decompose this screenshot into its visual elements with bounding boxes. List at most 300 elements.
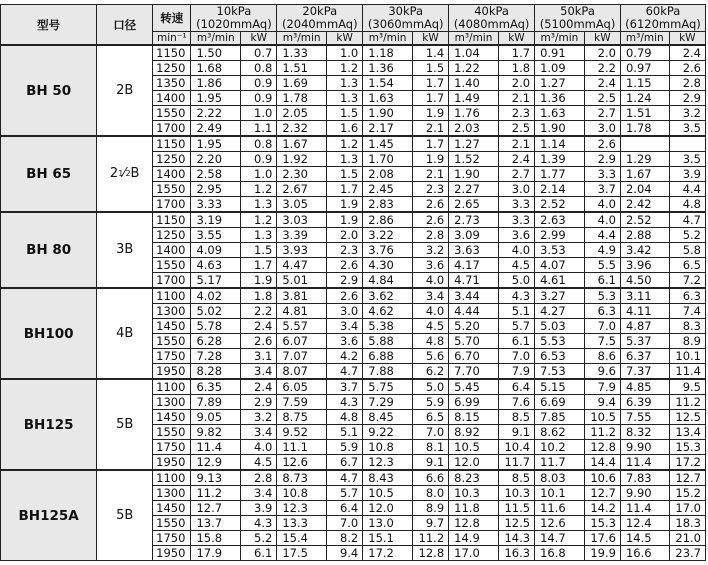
flow-cell: 4.87	[620, 319, 669, 334]
power-cell: 2.2	[241, 304, 277, 319]
flow-cell: 10.8	[277, 486, 327, 501]
flow-cell: 12.9	[191, 455, 241, 471]
flow-cell: 7.28	[191, 349, 241, 364]
power-cell: 1.8	[498, 61, 534, 76]
power-cell: 3.0	[327, 304, 363, 319]
flow-cell: 3.76	[363, 243, 413, 258]
flow-cell: 11.6	[535, 501, 585, 516]
flow-cell: 3.53	[535, 243, 585, 258]
rpm-cell: 1550	[153, 516, 191, 531]
flow-cell: 2.73	[449, 212, 499, 228]
model-cell: BH 80	[1, 212, 97, 288]
flow-cell: 5.15	[535, 379, 585, 395]
flow-cell: 2.17	[363, 121, 413, 137]
flow-cell: 3.63	[449, 243, 499, 258]
power-cell: 1.5	[412, 61, 448, 76]
power-cell: 2.6	[327, 288, 363, 304]
bore-cell: 5B	[97, 379, 153, 470]
rpm-cell: 1300	[153, 486, 191, 501]
power-cell: 5.6	[412, 349, 448, 364]
flow-cell: 16.8	[535, 546, 585, 561]
flow-cell: 1.27	[535, 76, 585, 91]
table-row	[1, 136, 706, 152]
table-row	[1, 470, 706, 486]
flow-cell: 1.90	[449, 167, 499, 182]
flow-cell: 1.24	[620, 91, 669, 106]
header-power-unit: kW	[498, 32, 534, 46]
power-cell: 8.3	[669, 319, 705, 334]
flow-cell: 17.0	[449, 546, 499, 561]
power-cell: 2.4	[241, 379, 277, 395]
flow-cell: 2.95	[191, 182, 241, 197]
power-cell: 3.0	[498, 182, 534, 197]
flow-cell: 3.09	[449, 228, 499, 243]
power-cell: 6.4	[327, 501, 363, 516]
power-cell: 1.5	[327, 167, 363, 182]
power-cell: 23.7	[669, 546, 705, 561]
flow-cell: 7.29	[363, 395, 413, 410]
power-cell: 2.9	[327, 273, 363, 289]
power-cell: 3.6	[412, 258, 448, 273]
power-cell: 7.6	[498, 395, 534, 410]
power-cell: 2.7	[498, 167, 534, 182]
power-cell: 2.8	[412, 228, 448, 243]
rpm-cell: 1300	[153, 304, 191, 319]
flow-cell: 1.45	[363, 136, 413, 152]
power-cell: 1.3	[327, 91, 363, 106]
power-cell: 4.8	[327, 410, 363, 425]
power-cell: 6.1	[241, 546, 277, 561]
flow-cell: 2.88	[620, 228, 669, 243]
flow-cell: 2.99	[535, 228, 585, 243]
flow-cell: 9.05	[191, 410, 241, 425]
table-header	[1, 5, 706, 46]
power-cell: 1.7	[498, 45, 534, 61]
power-cell: 1.7	[412, 91, 448, 106]
table-body	[1, 45, 706, 561]
flow-cell: 5.70	[449, 334, 499, 349]
rpm-cell: 1700	[153, 197, 191, 213]
flow-cell: 4.09	[191, 243, 241, 258]
power-cell: 3.3	[498, 197, 534, 213]
header-power-unit: kW	[241, 32, 277, 46]
flow-cell: 1.63	[535, 106, 585, 121]
flow-cell: 2.83	[363, 197, 413, 213]
rpm-cell: 1450	[153, 410, 191, 425]
flow-cell: 4.47	[277, 258, 327, 273]
flow-cell: 17.2	[363, 546, 413, 561]
power-cell: 10.1	[669, 349, 705, 364]
rpm-cell: 1550	[153, 258, 191, 273]
flow-cell: 1.51	[620, 106, 669, 121]
rpm-cell: 1550	[153, 425, 191, 440]
flow-cell: 5.78	[191, 319, 241, 334]
power-cell: 4.3	[498, 288, 534, 304]
power-cell: 1.5	[241, 243, 277, 258]
power-cell: 12.8	[412, 546, 448, 561]
power-cell: 3.4	[241, 486, 277, 501]
flow-cell: 11.8	[449, 501, 499, 516]
power-cell: 1.2	[241, 212, 277, 228]
flow-cell: 1.09	[535, 61, 585, 76]
power-cell: 1.5	[327, 106, 363, 121]
power-cell: 2.1	[412, 121, 448, 137]
power-cell: 1.0	[241, 106, 277, 121]
flow-cell: 11.1	[277, 440, 327, 455]
flow-cell: 4.62	[363, 304, 413, 319]
flow-cell	[620, 136, 669, 152]
flow-cell: 10.2	[535, 440, 585, 455]
flow-cell: 1.86	[191, 76, 241, 91]
rpm-cell: 1750	[153, 531, 191, 546]
flow-cell: 10.5	[449, 440, 499, 455]
flow-cell: 12.6	[535, 516, 585, 531]
power-cell: 3.4	[412, 288, 448, 304]
flow-cell: 11.2	[191, 486, 241, 501]
flow-cell: 8.32	[620, 425, 669, 440]
power-cell: 2.2	[584, 61, 620, 76]
flow-cell: 12.4	[620, 516, 669, 531]
flow-cell: 5.45	[449, 379, 499, 395]
power-cell: 2.9	[584, 152, 620, 167]
flow-cell: 11.4	[191, 440, 241, 455]
flow-cell: 5.75	[363, 379, 413, 395]
flow-cell: 1.36	[535, 91, 585, 106]
power-cell: 3.4	[241, 364, 277, 380]
flow-cell: 2.04	[620, 182, 669, 197]
rpm-cell: 1950	[153, 546, 191, 561]
power-cell: 4.5	[412, 319, 448, 334]
bore-cell: 3B	[97, 212, 153, 288]
flow-cell: 1.50	[191, 45, 241, 61]
flow-cell: 3.03	[277, 212, 327, 228]
flow-cell: 4.44	[449, 304, 499, 319]
flow-cell: 5.20	[449, 319, 499, 334]
flow-cell: 17.5	[277, 546, 327, 561]
power-cell: 6.6	[412, 470, 448, 486]
power-cell: 3.5	[669, 152, 705, 167]
flow-cell: 1.92	[277, 152, 327, 167]
power-cell: 7.0	[412, 425, 448, 440]
header-power-unit: kW	[669, 32, 705, 46]
rpm-cell: 1450	[153, 319, 191, 334]
flow-cell: 2.58	[191, 167, 241, 182]
flow-cell: 6.53	[535, 349, 585, 364]
flow-cell: 12.3	[277, 501, 327, 516]
power-cell: 14.3	[498, 531, 534, 546]
flow-cell: 2.22	[191, 106, 241, 121]
power-cell: 12.8	[584, 440, 620, 455]
power-cell: 4.0	[412, 304, 448, 319]
header-pressure-60: 60kPa (6120mmAq)	[620, 5, 705, 32]
flow-cell: 6.70	[449, 349, 499, 364]
flow-cell: 2.52	[620, 212, 669, 228]
rpm-cell: 1400	[153, 243, 191, 258]
power-cell: 15.3	[584, 516, 620, 531]
flow-cell: 8.92	[449, 425, 499, 440]
flow-cell: 3.44	[449, 288, 499, 304]
flow-cell: 12.8	[449, 516, 499, 531]
power-cell: 6.5	[412, 410, 448, 425]
power-cell: 4.7	[669, 212, 705, 228]
flow-cell: 4.50	[620, 273, 669, 289]
power-cell: 2.1	[498, 136, 534, 152]
flow-cell: 14.7	[535, 531, 585, 546]
power-cell: 0.8	[241, 136, 277, 152]
flow-cell: 1.95	[191, 91, 241, 106]
power-cell: 5.1	[327, 425, 363, 440]
flow-cell: 0.79	[620, 45, 669, 61]
flow-cell: 2.05	[277, 106, 327, 121]
power-cell: 2.0	[498, 76, 534, 91]
rpm-cell: 1250	[153, 228, 191, 243]
flow-cell: 2.20	[191, 152, 241, 167]
flow-cell: 11.4	[620, 501, 669, 516]
power-cell: 3.9	[669, 167, 705, 182]
rpm-cell: 1950	[153, 364, 191, 380]
power-cell: 5.7	[498, 319, 534, 334]
power-cell: 4.5	[498, 258, 534, 273]
flow-cell: 1.77	[535, 167, 585, 182]
power-cell: 7.2	[669, 273, 705, 289]
flow-cell: 3.42	[620, 243, 669, 258]
flow-cell: 6.35	[191, 379, 241, 395]
power-cell: 1.2	[241, 182, 277, 197]
power-cell: 11.5	[498, 501, 534, 516]
power-cell: 5.0	[412, 379, 448, 395]
flow-cell: 6.07	[277, 334, 327, 349]
power-cell: 4.8	[669, 197, 705, 213]
flow-cell: 2.30	[277, 167, 327, 182]
header-flow-unit: m³/min	[277, 32, 327, 46]
flow-cell: 1.54	[363, 76, 413, 91]
performance-table	[0, 4, 706, 561]
power-cell: 11.7	[498, 455, 534, 471]
flow-cell: 2.45	[363, 182, 413, 197]
power-cell: 2.9	[669, 91, 705, 106]
power-cell: 1.3	[327, 76, 363, 91]
flow-cell: 1.22	[449, 61, 499, 76]
header-power-unit: kW	[412, 32, 448, 46]
flow-cell: 9.82	[191, 425, 241, 440]
flow-cell: 12.3	[363, 455, 413, 471]
power-cell: 1.6	[327, 121, 363, 137]
flow-cell: 15.1	[363, 531, 413, 546]
flow-cell: 1.67	[620, 167, 669, 182]
power-cell: 1.7	[241, 258, 277, 273]
power-cell: 4.9	[584, 243, 620, 258]
flow-cell: 1.39	[535, 152, 585, 167]
model-cell: BH 50	[1, 45, 97, 136]
power-cell: 7.9	[498, 364, 534, 380]
power-cell: 2.5	[584, 91, 620, 106]
flow-cell: 5.57	[277, 319, 327, 334]
flow-cell: 3.93	[277, 243, 327, 258]
flow-cell: 1.70	[363, 152, 413, 167]
power-cell: 6.2	[412, 364, 448, 380]
flow-cell: 4.81	[277, 304, 327, 319]
flow-cell: 8.15	[449, 410, 499, 425]
flow-cell: 5.37	[620, 334, 669, 349]
rpm-cell: 1150	[153, 136, 191, 152]
rpm-cell: 1550	[153, 334, 191, 349]
table-row	[1, 45, 706, 61]
model-cell: BH 65	[1, 136, 97, 212]
power-cell: 6.3	[584, 304, 620, 319]
power-cell: 2.6	[412, 197, 448, 213]
power-cell: 9.1	[412, 455, 448, 471]
flow-cell: 1.90	[363, 106, 413, 121]
flow-cell: 3.19	[191, 212, 241, 228]
flow-cell: 8.23	[449, 470, 499, 486]
flow-cell: 4.27	[535, 304, 585, 319]
flow-cell: 7.85	[535, 410, 585, 425]
flow-cell: 6.05	[277, 379, 327, 395]
flow-cell: 2.14	[535, 182, 585, 197]
flow-cell: 8.03	[535, 470, 585, 486]
flow-cell: 11.7	[535, 455, 585, 471]
power-cell: 1.2	[327, 136, 363, 152]
header-speed-unit: min⁻¹	[153, 32, 191, 46]
power-cell: 17.6	[584, 531, 620, 546]
power-cell: 7.9	[584, 379, 620, 395]
power-cell: 12.7	[669, 470, 705, 486]
header-flow-unit: m³/min	[363, 32, 413, 46]
power-cell: 5.9	[412, 395, 448, 410]
power-cell: 21.0	[669, 531, 705, 546]
power-cell: 2.6	[327, 258, 363, 273]
power-cell: 8.9	[412, 501, 448, 516]
power-cell: 9.5	[669, 379, 705, 395]
power-cell: 10.3	[498, 486, 534, 501]
power-cell: 4.0	[498, 243, 534, 258]
table-row	[1, 212, 706, 228]
flow-cell: 9.52	[277, 425, 327, 440]
power-cell: 5.3	[584, 288, 620, 304]
rpm-cell: 1400	[153, 91, 191, 106]
flow-cell: 13.3	[277, 516, 327, 531]
power-cell: 2.1	[412, 167, 448, 182]
flow-cell: 1.27	[449, 136, 499, 152]
power-cell: 8.0	[412, 486, 448, 501]
flow-cell: 4.11	[620, 304, 669, 319]
table-row	[1, 379, 706, 395]
power-cell: 5.2	[669, 228, 705, 243]
power-cell: 2.6	[584, 136, 620, 152]
rpm-cell: 1750	[153, 349, 191, 364]
flow-cell: 8.75	[277, 410, 327, 425]
power-cell: 2.6	[412, 212, 448, 228]
power-cell: 2.8	[669, 76, 705, 91]
power-cell: 4.0	[584, 212, 620, 228]
header-pressure-10: 10kPa (1020mmAq)	[191, 5, 277, 32]
flow-cell: 12.0	[449, 455, 499, 471]
flow-cell: 1.90	[535, 121, 585, 137]
flow-cell: 2.52	[535, 197, 585, 213]
flow-cell: 9.90	[620, 440, 669, 455]
bore-cell: 5B	[97, 470, 153, 561]
flow-cell: 1.29	[620, 152, 669, 167]
flow-cell: 7.07	[277, 349, 327, 364]
power-cell: 2.6	[241, 334, 277, 349]
flow-cell: 15.4	[277, 531, 327, 546]
flow-cell: 9.13	[191, 470, 241, 486]
power-cell: 8.9	[669, 334, 705, 349]
power-cell: 3.6	[327, 334, 363, 349]
power-cell: 7.0	[327, 516, 363, 531]
flow-cell: 10.5	[363, 486, 413, 501]
flow-cell: 8.43	[363, 470, 413, 486]
rpm-cell: 1950	[153, 455, 191, 471]
power-cell: 2.4	[241, 319, 277, 334]
flow-cell: 11.4	[620, 455, 669, 471]
flow-cell: 5.38	[363, 319, 413, 334]
power-cell: 10.5	[584, 410, 620, 425]
header-power-unit: kW	[327, 32, 363, 46]
power-cell: 17.0	[669, 501, 705, 516]
flow-cell: 3.96	[620, 258, 669, 273]
power-cell: 12.5	[498, 516, 534, 531]
flow-cell: 10.1	[535, 486, 585, 501]
header-pressure-30: 30kPa (3060mmAq)	[363, 5, 449, 32]
power-cell: 7.4	[669, 304, 705, 319]
flow-cell: 3.81	[277, 288, 327, 304]
flow-cell: 1.68	[191, 61, 241, 76]
rpm-cell: 1550	[153, 106, 191, 121]
power-cell: 3.0	[584, 121, 620, 137]
power-cell: 13.4	[669, 425, 705, 440]
power-cell: 0.8	[241, 61, 277, 76]
power-cell: 12.5	[669, 410, 705, 425]
power-cell: 6.7	[327, 455, 363, 471]
flow-cell: 8.45	[363, 410, 413, 425]
power-cell: 8.6	[584, 349, 620, 364]
table-row	[1, 288, 706, 304]
flow-cell: 1.33	[277, 45, 327, 61]
power-cell: 1.9	[327, 212, 363, 228]
flow-cell: 7.37	[620, 364, 669, 380]
power-cell: 2.0	[327, 228, 363, 243]
power-cell: 3.3	[498, 212, 534, 228]
header-model: 型号	[1, 5, 97, 46]
flow-cell: 3.55	[191, 228, 241, 243]
flow-cell: 0.97	[620, 61, 669, 76]
power-cell: 1.9	[412, 152, 448, 167]
power-cell: 1.2	[327, 61, 363, 76]
power-cell: 2.4	[669, 45, 705, 61]
flow-cell: 6.28	[191, 334, 241, 349]
power-cell: 12.7	[584, 486, 620, 501]
power-cell: 16.3	[498, 546, 534, 561]
model-cell: BH125	[1, 379, 97, 470]
flow-cell: 6.39	[620, 395, 669, 410]
flow-cell: 2.08	[363, 167, 413, 182]
flow-cell: 3.22	[363, 228, 413, 243]
power-cell: 4.0	[412, 273, 448, 289]
power-cell: 8.2	[327, 531, 363, 546]
flow-cell: 12.0	[363, 501, 413, 516]
flow-cell: 1.78	[277, 91, 327, 106]
flow-cell: 1.49	[449, 91, 499, 106]
flow-cell: 6.69	[535, 395, 585, 410]
bore-cell: 4B	[97, 288, 153, 379]
header-pressure-20: 20kPa (2040mmAq)	[277, 5, 363, 32]
rpm-cell: 1550	[153, 182, 191, 197]
flow-cell: 13.7	[191, 516, 241, 531]
header-flow-unit: m³/min	[449, 32, 499, 46]
power-cell: 5.7	[327, 486, 363, 501]
power-cell: 9.6	[584, 364, 620, 380]
